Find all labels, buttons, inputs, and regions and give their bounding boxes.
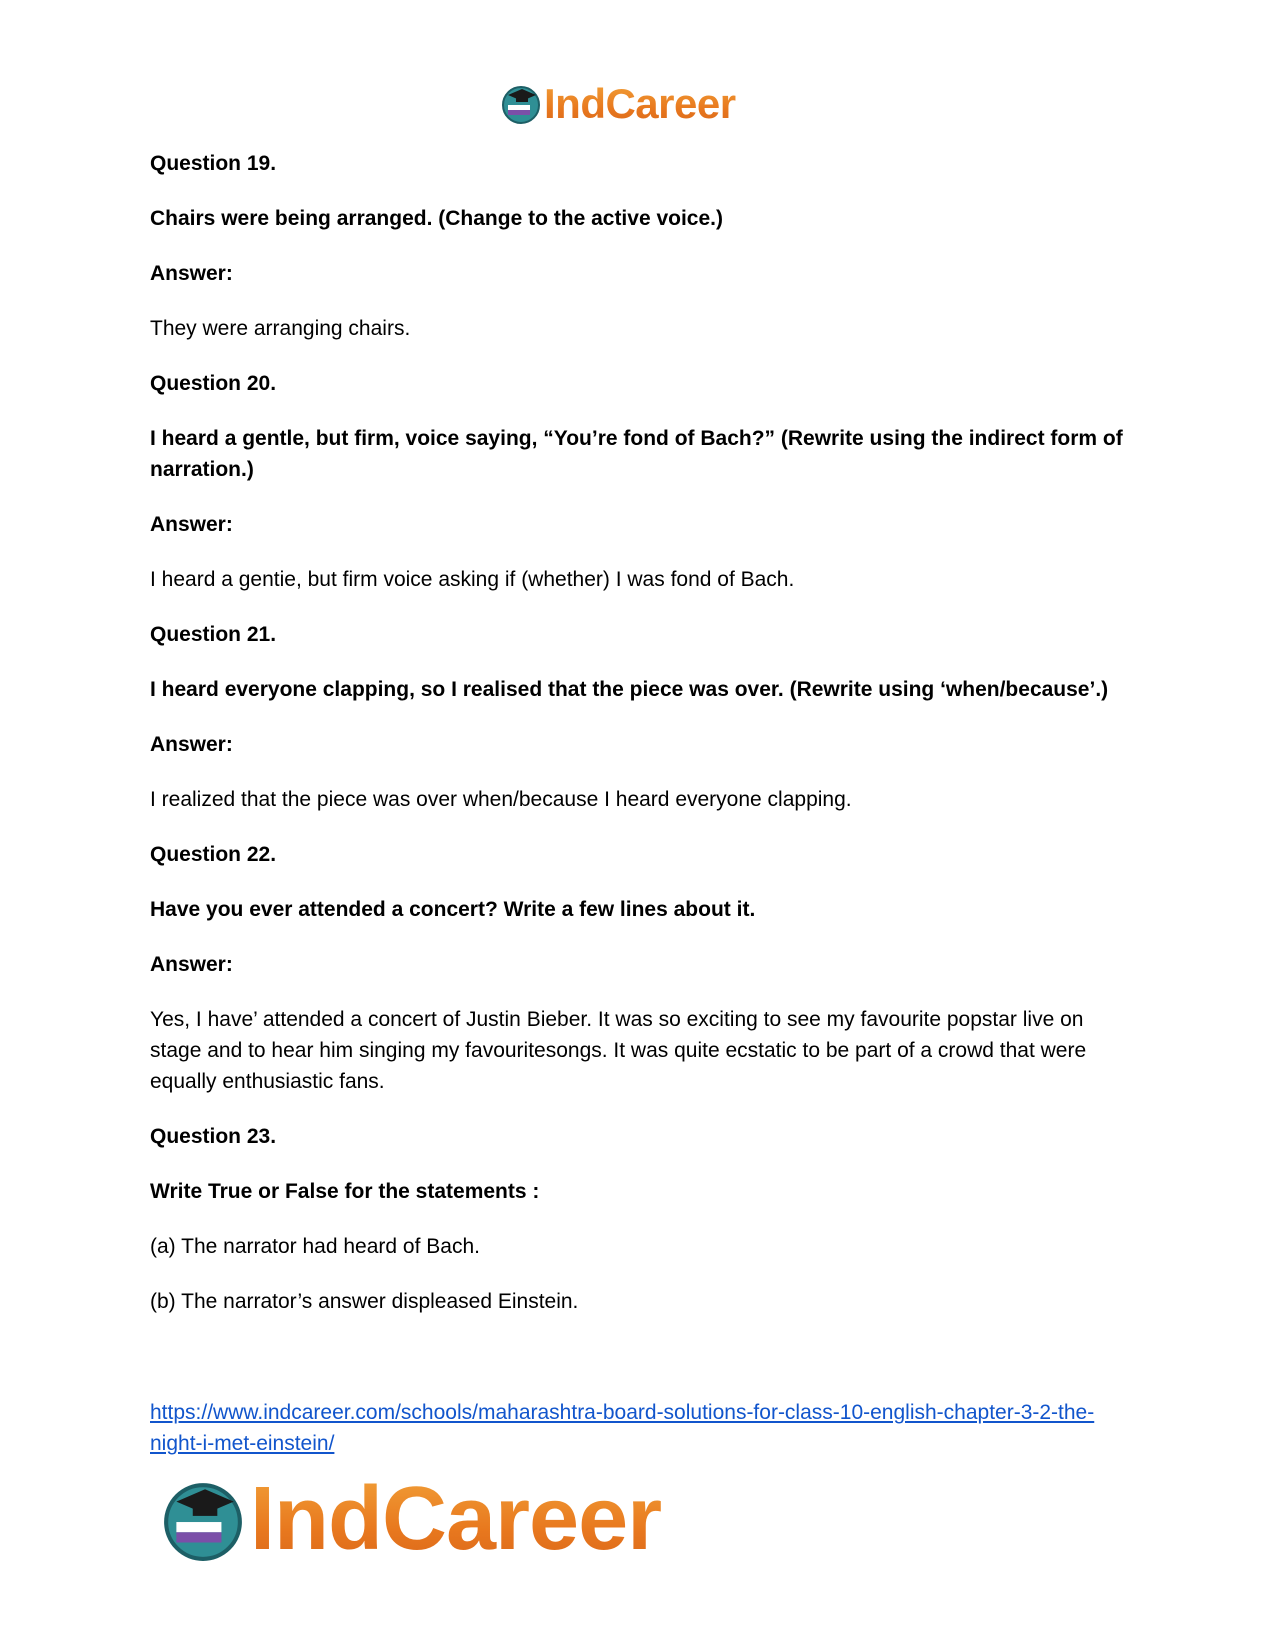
answer-label: Answer: (150, 953, 233, 976)
question-text: I heard a gentle, but firm, voice saying, “You’re fond of Bach?” (Rewrite using the indirect form of narration.) (150, 427, 1123, 481)
answer-text: They were arranging chairs. (150, 317, 411, 340)
answer-text: I heard a gentie, but firm voice asking if (whether) I was fond of Bach. (150, 568, 795, 591)
logo-text: IndCareer (544, 80, 736, 127)
question-label: Question 22. (150, 843, 277, 866)
statement-item: (b) The narrator’s answer displeased Einstein. (150, 1290, 579, 1313)
question-text: I heard everyone clapping, so I realised that the piece was over. (Rewrite using ‘when/because’.) (150, 678, 1109, 701)
question-text: Write True or False for the statements : (150, 1180, 540, 1203)
answer-label: Answer: (150, 733, 233, 756)
header-logo (500, 80, 736, 128)
footer-logo (160, 1468, 661, 1571)
statement-item: (a) The narrator had heard of Bach. (150, 1235, 480, 1258)
question-label: Question 21. (150, 623, 277, 646)
question-text: Have you ever attended a concert? Write a few lines about it. (150, 898, 756, 921)
question-label: Question 19. (150, 152, 277, 175)
graduation-cap-book-globe-icon (500, 83, 542, 125)
logo-text: IndCareer (250, 1469, 662, 1569)
question-text: Chairs were being arranged. (Change to the active voice.) (150, 207, 723, 230)
answer-label: Answer: (150, 262, 233, 285)
graduation-cap-book-globe-icon (160, 1477, 246, 1563)
answer-text: Yes, I have’ attended a concert of Justin Bieber. It was so exciting to see my favourite popstar live on stage and to hear him singing my favouritesongs. It was quite ecstatic to be part of a crowd that were equally enthusiastic fans. (150, 1008, 1087, 1093)
answer-label: Answer: (150, 513, 233, 536)
answer-text: I realized that the piece was over when/because I heard everyone clapping. (150, 788, 852, 811)
question-label: Question 20. (150, 372, 277, 395)
document-body (150, 140, 1130, 1341)
question-label: Question 23. (150, 1125, 277, 1148)
source-link[interactable]: https://www.indcareer.com/schools/maharashtra-board-solutions-for-class-10-english-chapter-3-2-the-night-i-met-einstein/ (150, 1401, 1095, 1455)
